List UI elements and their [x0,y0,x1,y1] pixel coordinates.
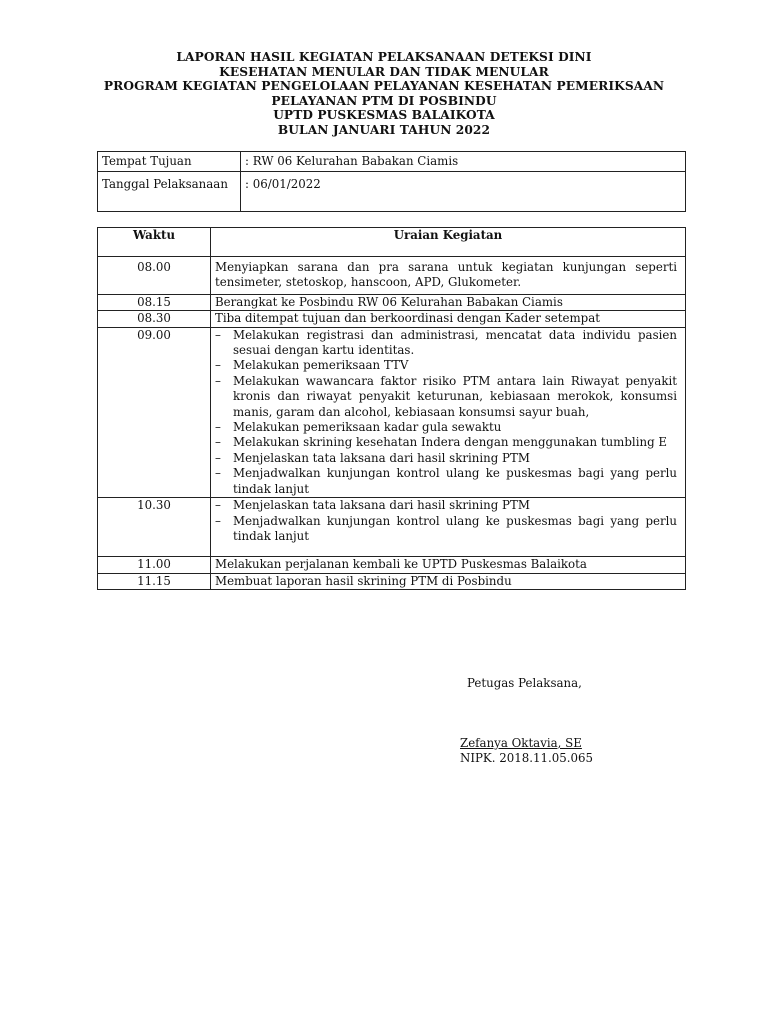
signature-role: Petugas Pelaksana, [467,676,582,690]
dash-bullet: – [215,466,221,481]
signature-nip: NIPK. 2018.11.05.065 [460,751,594,765]
time-column-header: Waktu [98,228,211,257]
signature-name: Zefanya Oktavia, SE [460,736,582,750]
dash-bullet: – [215,450,221,465]
table-row [98,311,686,327]
dash-bullet: – [215,498,221,513]
place-label: Tempat Tujuan [98,152,241,172]
report-title [80,50,688,138]
table-row [98,257,686,295]
date-label: Tanggal Pelaksanaan [98,172,241,212]
list-item-text: Menjelaskan tata laksana dari hasil skrining PTM [233,498,530,513]
row-time: 08.30 [98,311,211,327]
info-table [97,151,686,212]
date-value: : 06/01/2022 [241,172,686,212]
info-row-date [98,172,686,212]
row-desc: Berangkat ke Posbindu RW 06 Kelurahan Babakan Ciamis [211,294,686,310]
info-row-place [98,152,686,172]
list-item-text: Melakukan pemeriksaan TTV [233,358,409,373]
list-item-text: Melakukan pemeriksaan kadar gula sewaktu [233,420,502,435]
row-time: 10.30 [98,498,211,557]
list-item [215,420,677,435]
place-value: : RW 06 Kelurahan Babakan Ciamis [241,152,686,172]
table-row [98,294,686,310]
desc-column-header: Uraian Kegiatan [211,228,686,257]
list-item [215,466,677,497]
dash-bullet: – [215,513,221,528]
list-item [215,435,677,450]
list-item [215,328,677,359]
dash-bullet: – [215,358,221,373]
table-row [98,327,686,497]
title-line: BULAN JANUARI TAHUN 2022 [277,122,491,137]
row-time: 08.15 [98,294,211,310]
list-item [215,514,677,545]
row-desc: Melakukan perjalanan kembali ke UPTD Puskesmas Balaikota [211,557,686,573]
activity-list [215,328,677,497]
row-desc: Membuat laporan hasil skrining PTM di Posbindu [211,573,686,589]
list-item [215,358,677,373]
dash-bullet: – [215,435,221,450]
list-item [215,374,677,420]
list-item-text: Melakukan wawancara faktor risiko PTM antara lain Riwayat penyakit kronis dan riwayat penyakit keturunan, kebiasaan merokok, konsumsi manis, garam dan alcohol, kebiasaan konsumsi sayur buah, [233,373,677,419]
list-item-text: Menjelaskan tata laksana dari hasil skrining PTM [233,450,530,465]
title-line: PELAYANAN PTM DI POSBINDU [271,93,497,108]
activity-list [215,498,677,544]
row-time: 08.00 [98,257,211,295]
title-line: KESEHATAN MENULAR DAN TIDAK MENULAR [219,64,549,79]
dash-bullet: – [215,373,221,388]
row-time: 11.15 [98,573,211,589]
activity-header-row [98,228,686,257]
row-time: 09.00 [98,327,211,497]
row-desc [211,498,686,557]
row-desc [211,327,686,497]
title-line: PROGRAM KEGIATAN PENGELOLAAN PELAYANAN KESEHATAN PEMERIKSAAN [103,79,665,94]
row-desc: Menyiapkan sarana dan pra sarana untuk kegiatan kunjungan seperti tensimeter, stetoskop, hanscoon, APD, Glukometer. [211,257,686,295]
list-item-text: Menjadwalkan kunjungan kontrol ulang ke puskesmas bagi yang perlu tindak lanjut [233,513,677,543]
row-desc: Tiba ditempat tujuan dan berkoordinasi dengan Kader setempat [211,311,686,327]
dash-bullet: – [215,327,221,342]
table-row [98,557,686,573]
list-item-text: Melakukan registrasi dan administrasi, mencatat data individu pasien sesuai dengan kartu identitas. [233,327,677,358]
list-item [215,451,677,466]
title-line: LAPORAN HASIL KEGIATAN PELAKSANAAN DETEKSI DINI [176,50,592,64]
activity-table [97,227,686,590]
dash-bullet: – [215,420,221,435]
list-item-text: Menjadwalkan kunjungan kontrol ulang ke puskesmas bagi yang perlu tindak lanjut [233,466,677,496]
table-row [98,573,686,589]
list-item-text: Melakukan skrining kesehatan Indera dengan menggunakan tumbling E [233,435,667,450]
title-line: UPTD PUSKESMAS BALAIKOTA [273,108,495,123]
row-time: 11.00 [98,557,211,573]
list-item [215,498,677,513]
table-row [98,498,686,557]
